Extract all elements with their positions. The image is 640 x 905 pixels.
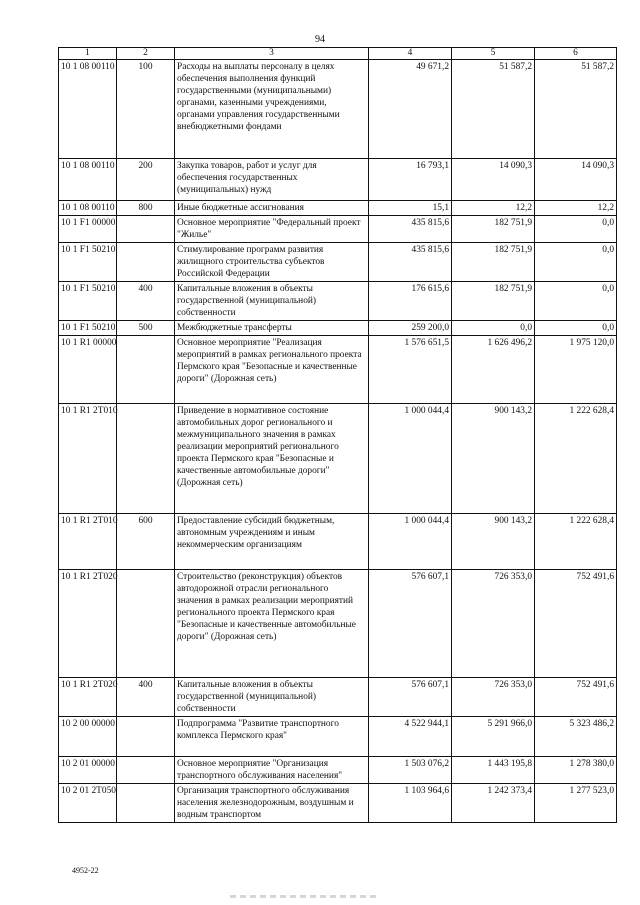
row-value-year-3: 752 491,6 bbox=[535, 570, 617, 678]
row-name: Закупка товаров, работ и услуг для обеспечения государственных (муниципальных) нужд bbox=[175, 159, 369, 201]
row-value-year-1: 4 522 944,1 bbox=[369, 717, 452, 757]
row-expense-type: 400 bbox=[117, 282, 175, 321]
table-row bbox=[59, 321, 617, 336]
table-row bbox=[59, 678, 617, 717]
table-row bbox=[59, 159, 617, 201]
row-value-year-1: 1 000 044,4 bbox=[369, 514, 452, 570]
row-value-year-2: 726 353,0 bbox=[452, 678, 535, 717]
row-code: 10 1 R1 2T010 bbox=[59, 404, 117, 514]
table-row bbox=[59, 216, 617, 243]
row-expense-type bbox=[117, 757, 175, 784]
row-code: 10 1 F1 50210 bbox=[59, 321, 117, 336]
row-value-year-2: 51 587,2 bbox=[452, 60, 535, 159]
row-code: 10 1 F1 50210 bbox=[59, 282, 117, 321]
row-expense-type bbox=[117, 784, 175, 823]
row-value-year-1: 1 103 964,6 bbox=[369, 784, 452, 823]
row-value-year-3: 14 090,3 bbox=[535, 159, 617, 201]
row-value-year-3: 0,0 bbox=[535, 282, 617, 321]
row-value-year-3: 12,2 bbox=[535, 201, 617, 216]
row-name: Иные бюджетные ассигнования bbox=[175, 201, 369, 216]
row-expense-type: 600 bbox=[117, 514, 175, 570]
row-value-year-2: 0,0 bbox=[452, 321, 535, 336]
row-value-year-3: 752 491,6 bbox=[535, 678, 617, 717]
table-row bbox=[59, 757, 617, 784]
row-code: 10 2 00 00000 bbox=[59, 717, 117, 757]
row-code: 10 2 01 00000 bbox=[59, 757, 117, 784]
row-code: 10 1 08 00110 bbox=[59, 201, 117, 216]
row-code: 10 1 R1 2T020 bbox=[59, 570, 117, 678]
row-code: 10 1 F1 00000 bbox=[59, 216, 117, 243]
row-value-year-2: 5 291 966,0 bbox=[452, 717, 535, 757]
row-expense-type: 200 bbox=[117, 159, 175, 201]
row-name: Подпрограмма "Развитие транспортного комплекса Пермского края" bbox=[175, 717, 369, 757]
row-value-year-3: 0,0 bbox=[535, 243, 617, 282]
row-name: Приведение в нормативное состояние автомобильных дорог регионального и межмуниципального значения в рамках реализации мероприятий регионального проекта Пермского края "Безопасные и качественные автомобильные дороги" (Дорожная сеть) bbox=[175, 404, 369, 514]
table-row bbox=[59, 201, 617, 216]
table-row bbox=[59, 514, 617, 570]
row-value-year-1: 1 503 076,2 bbox=[369, 757, 452, 784]
row-value-year-2: 182 751,9 bbox=[452, 243, 535, 282]
row-expense-type bbox=[117, 717, 175, 757]
row-expense-type: 400 bbox=[117, 678, 175, 717]
row-value-year-3: 0,0 bbox=[535, 321, 617, 336]
row-value-year-1: 49 671,2 bbox=[369, 60, 452, 159]
row-value-year-1: 15,1 bbox=[369, 201, 452, 216]
row-value-year-1: 435 815,6 bbox=[369, 216, 452, 243]
row-value-year-2: 1 626 496,2 bbox=[452, 336, 535, 404]
row-name: Капитальные вложения в объекты государственной (муниципальной) собственности bbox=[175, 282, 369, 321]
row-expense-type: 800 bbox=[117, 201, 175, 216]
row-value-year-1: 576 607,1 bbox=[369, 570, 452, 678]
row-name: Стимулирование программ развития жилищного строительства субъектов Российской Федерации bbox=[175, 243, 369, 282]
row-value-year-3: 51 587,2 bbox=[535, 60, 617, 159]
row-value-year-2: 726 353,0 bbox=[452, 570, 535, 678]
header-col-2: 2 bbox=[117, 48, 175, 60]
row-expense-type: 100 bbox=[117, 60, 175, 159]
row-value-year-2: 182 751,9 bbox=[452, 282, 535, 321]
row-value-year-2: 182 751,9 bbox=[452, 216, 535, 243]
row-value-year-3: 1 222 628,4 bbox=[535, 514, 617, 570]
row-value-year-1: 576 607,1 bbox=[369, 678, 452, 717]
row-value-year-2: 900 143,2 bbox=[452, 514, 535, 570]
row-value-year-1: 176 615,6 bbox=[369, 282, 452, 321]
row-value-year-3: 1 277 523,0 bbox=[535, 784, 617, 823]
row-value-year-3: 1 278 380,0 bbox=[535, 757, 617, 784]
row-expense-type bbox=[117, 404, 175, 514]
row-expense-type bbox=[117, 336, 175, 404]
row-code: 10 1 08 00110 bbox=[59, 159, 117, 201]
row-value-year-2: 900 143,2 bbox=[452, 404, 535, 514]
row-code: 10 1 R1 00000 bbox=[59, 336, 117, 404]
row-code: 10 1 R1 2T010 bbox=[59, 514, 117, 570]
row-expense-type: 500 bbox=[117, 321, 175, 336]
budget-table bbox=[58, 47, 617, 823]
row-value-year-2: 12,2 bbox=[452, 201, 535, 216]
row-name: Капитальные вложения в объекты государственной (муниципальной) собственности bbox=[175, 678, 369, 717]
row-value-year-1: 16 793,1 bbox=[369, 159, 452, 201]
table-row bbox=[59, 717, 617, 757]
row-name: Основное мероприятие "Реализация мероприятий в рамках регионального проекта Пермского края "Безопасные и качественные дороги" (Дорожная сеть) bbox=[175, 336, 369, 404]
row-name: Основное мероприятие "Федеральный проект "Жилье" bbox=[175, 216, 369, 243]
table-row bbox=[59, 404, 617, 514]
table-row bbox=[59, 570, 617, 678]
header-col-4: 4 bbox=[369, 48, 452, 60]
header-col-6: 6 bbox=[535, 48, 617, 60]
header-col-5: 5 bbox=[452, 48, 535, 60]
row-name: Расходы на выплаты персоналу в целях обеспечения выполнения функций государственными (муниципальными) органами, казенными учреждениями, органами управления государственными внебюджетными фондами bbox=[175, 60, 369, 159]
row-expense-type bbox=[117, 243, 175, 282]
row-value-year-1: 259 200,0 bbox=[369, 321, 452, 336]
document-footer-code: 4952-22 bbox=[72, 866, 99, 875]
row-name: Основное мероприятие "Организация транспортного обслуживания населения" bbox=[175, 757, 369, 784]
row-name: Предоставление субсидий бюджетным, автономным учреждениям и иным некоммерческим организациям bbox=[175, 514, 369, 570]
table-row bbox=[59, 336, 617, 404]
table-row bbox=[59, 282, 617, 321]
row-value-year-3: 1 222 628,4 bbox=[535, 404, 617, 514]
table-header-row bbox=[59, 48, 617, 60]
row-value-year-2: 1 443 195,8 bbox=[452, 757, 535, 784]
scan-artifact bbox=[230, 895, 380, 898]
page-number: 94 bbox=[315, 34, 325, 45]
row-name: Строительство (реконструкция) объектов автодорожной отрасли регионального значения в рамках реализации мероприятий регионального проекта Пермского края "Безопасные и качественные автомобильные дороги" (Дорожная сеть) bbox=[175, 570, 369, 678]
row-value-year-3: 0,0 bbox=[535, 216, 617, 243]
table-row bbox=[59, 243, 617, 282]
row-value-year-1: 435 815,6 bbox=[369, 243, 452, 282]
row-code: 10 2 01 2T050 bbox=[59, 784, 117, 823]
row-value-year-3: 1 975 120,0 bbox=[535, 336, 617, 404]
row-code: 10 1 08 00110 bbox=[59, 60, 117, 159]
row-value-year-1: 1 576 651,5 bbox=[369, 336, 452, 404]
header-col-1: 1 bbox=[59, 48, 117, 60]
row-code: 10 1 R1 2T020 bbox=[59, 678, 117, 717]
table-row bbox=[59, 60, 617, 159]
row-value-year-2: 1 242 373,4 bbox=[452, 784, 535, 823]
row-value-year-2: 14 090,3 bbox=[452, 159, 535, 201]
row-name: Межбюджетные трансферты bbox=[175, 321, 369, 336]
row-value-year-3: 5 323 486,2 bbox=[535, 717, 617, 757]
table-row bbox=[59, 784, 617, 823]
row-value-year-1: 1 000 044,4 bbox=[369, 404, 452, 514]
header-col-3: 3 bbox=[175, 48, 369, 60]
row-expense-type bbox=[117, 570, 175, 678]
row-expense-type bbox=[117, 216, 175, 243]
row-code: 10 1 F1 50210 bbox=[59, 243, 117, 282]
row-name: Организация транспортного обслуживания населения железнодорожным, воздушным и водным транспортом bbox=[175, 784, 369, 823]
